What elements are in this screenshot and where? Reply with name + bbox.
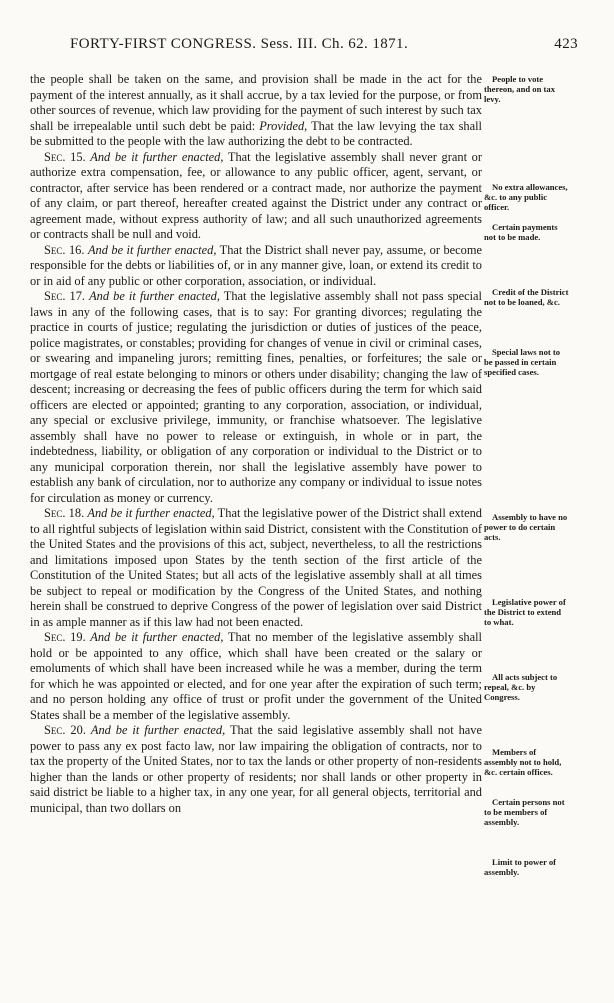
section-number: Sec. 18.	[44, 506, 85, 520]
page-header	[30, 36, 578, 56]
section-text: That the District shall never pay, assume, or become responsible for the debts or liabilities of, or in any manner give, loan, or extend its credit to or in aid of any public or other corporation, association, or individual.	[30, 242, 482, 288]
margin-note: Limit to power of assembly.	[484, 857, 557, 877]
section-number: Sec. 16.	[44, 242, 85, 257]
section-number: Sec. 17.	[44, 289, 86, 303]
section-18	[30, 506, 482, 630]
section-text: That the legislative assembly shall not pass special laws in any of the following cases, that is to say: For granting divorces; regulating the practice in courts of justice; regulating the jurisdiction or duties of justices of the peace, police magistrates, or constables; providing for changes of venue in civil or criminal cases, or swearing and impaneling jurors; remitting fines, penalties, or forfeitures; the sale or mortgage of real estate belonging to minors or others under disability; changing the law of descent; increasing or decreasing the fees of public officers during the term for which said officers are elected or appointed; granting to any corporation, association, or individual, any special or exclusive privilege, immunity, or franchise whatsoever. The legislative assembly shall have no power to release or extinguish, in whole or in part, the indebtedness, liability, or obligation of any corporation or individual to the District or to any municipal corporation therein, nor shall the legislative assembly have power to establish any bank of circulation, nor to authorize any company or individual to issue notes for circulation as money or currency.	[30, 289, 482, 505]
margin-note: Certain persons not to be members of assembly.	[484, 797, 565, 827]
section-20	[30, 723, 482, 816]
section-number: Sec. 15.	[44, 149, 86, 164]
margin-note: All acts subject to repeal, &c. by Congress.	[484, 672, 558, 702]
margin-note: Special laws not to be passed in certain specified cases.	[484, 347, 561, 377]
page-number: 423	[554, 36, 578, 52]
margin-note: Credit of the District not to be loaned, &c.	[484, 287, 569, 307]
section-19	[30, 630, 482, 723]
enacting-clause: And be it further enacted,	[90, 149, 224, 164]
section-number: Sec. 19.	[44, 630, 86, 644]
margin-note: Members of assembly not to hold, &c. certain offices.	[484, 747, 562, 777]
section-17	[30, 289, 482, 506]
proviso-word: Provided,	[259, 118, 308, 133]
enacting-clause: And be it further enacted,	[87, 506, 215, 520]
statute-text	[30, 72, 482, 816]
section-number: Sec. 20.	[44, 723, 86, 737]
margin-note: People to vote thereon, and on tax levy.	[484, 74, 555, 104]
enacting-clause: And be it further enacted,	[90, 630, 224, 644]
paragraph-continuation	[30, 72, 482, 150]
margin-note: Certain payments not to be made.	[484, 222, 558, 242]
section-text: That the legislative assembly shall never grant or authorize extra compensation, fee, or allowance to any public officer, agent, servant, or contractor, after service has been rendered or a contract made, nor authorize the payment of any claim, or part thereof, hereafter created against the District under any contract or agreement made, without express authority of law; and all such unauthorized agreements or contracts shall be null and void.	[30, 149, 482, 241]
section-text: That the said legislative assembly shall not have power to pass any ex post facto law, nor law impairing the obligation of contracts, nor to tax the property of the United States, nor to tax the lands or other property of non-residents higher than the lands or other property of residents; nor shall lands or other property in said district be liable to a higher tax, in any one year, for all general objects, territorial and municipal, than two dollars on	[30, 723, 482, 815]
section-text: That the legislative power of the District shall extend to all rightful subjects of legislation within said District, consistent with the Constitution of the United States and the provisions of this act, subject, nevertheless, to all the restrictions and limitations imposed upon States by the tenth section of the first article of the Constitution of the United States; but all acts of the legislative assembly shall at all times be subject to repeal or modification by the Congress of the United States, and nothing herein shall be construed to deprive Congress of the power of legislation over said District in as ample manner as if this law had not been enacted.	[30, 506, 482, 629]
section-16	[30, 243, 482, 290]
paragraph-text-rest: That the law levying the tax shall be submitted to the people with the law authorizing the debt to be contracted.	[30, 118, 482, 148]
margin-note: No extra allowances, &c. to any public officer.	[484, 182, 568, 212]
running-head: FORTY-FIRST CONGRESS. Sess. III. Ch. 62. 1871.	[70, 36, 409, 52]
section-text: That no member of the legislative assembly shall hold or be appointed to any office, which shall have been created or the salary or emoluments of which shall have been increased while he was a member, during the term for which he was appointed or elected, and for one year after the expiration of such term; and no person holding any office of trust or profit under the government of the United States shall be a member of the legislative assembly.	[30, 630, 482, 722]
enacting-clause: And be it further enacted,	[90, 723, 226, 737]
enacting-clause: And be it further enacted,	[89, 289, 220, 303]
margin-note: Legislative power of the District to extend to what.	[484, 597, 566, 627]
section-15	[30, 150, 482, 243]
paragraph-text: the people shall be taken on the same, and provision shall be made in the act for the payment of the interest annually, as it shall accrue, by a tax levied for the purpose, or from other sources of revenue, which law providing for the payment of such interest by such tax shall be irrepealable until such debt be paid:	[30, 72, 482, 133]
enacting-clause: And be it further enacted,	[87, 242, 217, 257]
margin-note: Assembly to have no power to do certain acts.	[484, 512, 568, 542]
